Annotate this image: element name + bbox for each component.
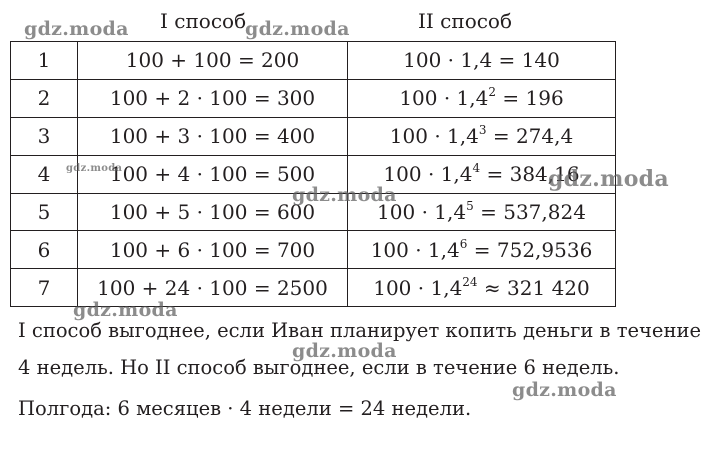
- method-2-base: 100 · 1,4: [403, 48, 493, 73]
- watermark: gdz.moda: [73, 299, 178, 321]
- week-number-cell: 6: [11, 231, 78, 269]
- method-2-result: = 196: [496, 86, 564, 111]
- conclusion-line-1: I способ выгоднее, если Иван планирует копить деньги в течение: [18, 319, 701, 342]
- method-2-exponent: 5: [466, 199, 474, 213]
- watermark: gdz.moda: [245, 18, 350, 40]
- method-2-base: 100 · 1,4: [373, 275, 463, 300]
- column-header-method-2: II способ: [418, 9, 513, 33]
- table-row: [11, 231, 616, 269]
- week-number-cell: 2: [11, 79, 78, 117]
- method-2-exponent: 3: [478, 123, 487, 138]
- method-1-cell: 100 + 5 · 100 = 600: [78, 193, 348, 231]
- method-1-cell: 100 + 6 · 100 = 700: [78, 231, 348, 269]
- method-1-cell: 100 + 24 · 100 = 2500: [78, 269, 348, 307]
- method-1-cell: 100 + 4 · 100 = 500: [78, 155, 348, 193]
- watermark: gdz.moda: [24, 18, 129, 40]
- watermark: gdz.moda: [292, 340, 397, 362]
- method-2-cell: [348, 231, 616, 269]
- method-2-base: 100 · 1,4: [399, 86, 489, 111]
- method-2-result: ≈ 321 420: [477, 275, 590, 300]
- method-2-base: 100 · 1,4: [377, 200, 467, 224]
- method-1-cell: 100 + 100 = 200: [78, 42, 348, 80]
- conclusion-line-2: 4 недель. Но II способ выгоднее, если в течение 6 недель.: [18, 356, 620, 379]
- method-2-exponent: 6: [459, 236, 468, 251]
- method-2-base: 100 · 1,4: [370, 237, 460, 262]
- comparison-table: [10, 41, 616, 307]
- column-header-method-1: I способ: [160, 9, 247, 33]
- half-year-calculation: Полгода: 6 месяцев · 4 недели = 24 недели.: [18, 397, 472, 420]
- method-2-result: = 274,4: [486, 124, 574, 149]
- method-1-cell: 100 + 3 · 100 = 400: [78, 117, 348, 155]
- week-number-cell: 7: [11, 269, 78, 307]
- method-2-cell: [348, 79, 616, 117]
- method-1-cell: 100 + 2 · 100 = 300: [78, 79, 348, 117]
- method-2-exponent: 4: [472, 161, 481, 176]
- table-row: [11, 79, 616, 117]
- method-2-cell: [348, 42, 616, 80]
- method-2-base: 100 · 1,4: [383, 162, 473, 187]
- watermark: gdz.moda: [292, 184, 397, 206]
- method-2-result: = 140: [492, 48, 560, 73]
- method-2-result: = 384,16: [480, 162, 580, 187]
- method-2-result: = 537,824: [473, 200, 586, 224]
- method-2-base: 100 · 1,4: [389, 124, 479, 149]
- method-2-exponent: 2: [488, 85, 497, 100]
- table-row: [11, 42, 616, 80]
- method-2-cell: [348, 117, 616, 155]
- method-2-cell: [348, 269, 616, 307]
- week-number-cell: 4: [11, 155, 78, 193]
- watermark: gdz.moda: [548, 166, 669, 192]
- week-number-cell: 5: [11, 193, 78, 231]
- method-2-result: = 752,9536: [467, 237, 593, 262]
- table-row: [11, 117, 616, 155]
- watermark: gdz.moda: [66, 163, 123, 174]
- week-number-cell: 1: [11, 42, 78, 80]
- method-2-exponent: 24: [462, 274, 478, 289]
- week-number-cell: 3: [11, 117, 78, 155]
- watermark: gdz.moda: [512, 379, 617, 401]
